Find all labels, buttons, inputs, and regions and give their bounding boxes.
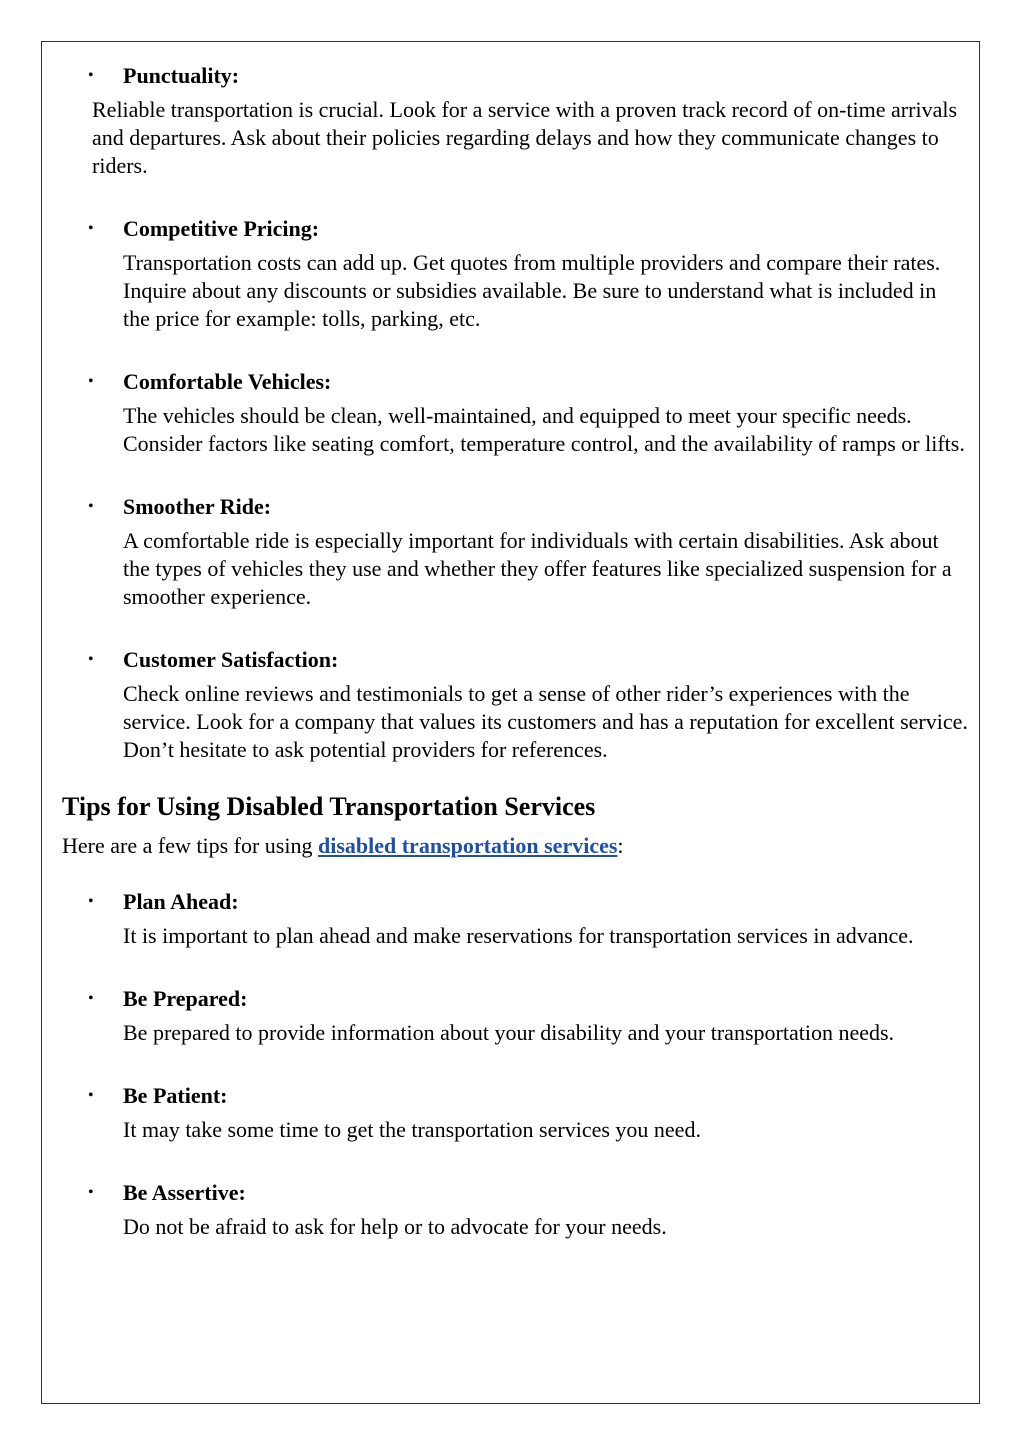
list-item	[0, 888, 1023, 950]
section-heading: Tips for Using Disabled Transportation Services	[62, 792, 596, 821]
intro-suffix: :	[617, 833, 624, 858]
criteria-list	[0, 62, 1023, 799]
list-item	[0, 62, 1023, 180]
intro-prefix: Here are a few tips for using	[62, 833, 318, 858]
list-item-body: Check online reviews and testimonials to get a sense of other rider’s experiences with the service. Look for a company that values its customers and has a reputation for excellent service. Don’t hesitate to ask potential providers for references.	[123, 681, 968, 762]
list-item-body: It is important to plan ahead and make reservations for transportation services in advance.	[123, 923, 914, 948]
bullet-icon: •	[88, 373, 94, 390]
list-item-title: Customer Satisfaction:	[123, 647, 339, 672]
list-item-body: The vehicles should be clean, well-maintained, and equipped to meet your specific needs. Consider factors like seating comfort, temperature control, and the availability of ramps or lifts.	[123, 403, 965, 456]
list-item-title: Plan Ahead:	[123, 889, 239, 914]
list-item-title: Punctuality:	[123, 63, 240, 88]
list-item-body: A comfortable ride is especially important for individuals with certain disabilities. Ask about the types of vehicles they use and whether they offer features like specialized suspension for a smoother experience.	[123, 528, 952, 609]
list-item	[0, 215, 1023, 333]
list-item-body: Reliable transportation is crucial. Look for a service with a proven track record of on-time arrivals and departures. Ask about their policies regarding delays and how they communicate changes to riders.	[92, 97, 958, 178]
list-item-title: Be Patient:	[123, 1083, 228, 1108]
bullet-icon: •	[88, 67, 94, 84]
list-item-title: Be Prepared:	[123, 986, 248, 1011]
list-item	[0, 493, 1023, 611]
list-item-title: Smoother Ride:	[123, 494, 272, 519]
list-item-body: Be prepared to provide information about your disability and your transportation needs.	[123, 1020, 895, 1045]
bullet-icon: •	[88, 651, 94, 668]
section-intro	[62, 832, 624, 860]
bullet-icon: •	[88, 1087, 94, 1104]
list-item	[0, 1179, 1023, 1241]
list-item	[0, 985, 1023, 1047]
list-item	[0, 646, 1023, 764]
bullet-icon: •	[88, 893, 94, 910]
list-item	[0, 368, 1023, 458]
bullet-icon: •	[88, 220, 94, 237]
list-item-title: Comfortable Vehicles:	[123, 369, 332, 394]
bullet-icon: •	[88, 1184, 94, 1201]
list-item-body: Transportation costs can add up. Get quotes from multiple providers and compare their rates. Inquire about any discounts or subsidies available. Be sure to understand what is included in the price for example: tolls, parking, etc.	[123, 250, 941, 331]
bullet-icon: •	[88, 990, 94, 1007]
bullet-icon: •	[88, 498, 94, 515]
list-item-body: It may take some time to get the transportation services you need.	[123, 1117, 701, 1142]
tips-list	[0, 888, 1023, 1276]
disabled-transportation-services-link[interactable]: disabled transportation services	[317, 833, 618, 858]
list-item-title: Be Assertive:	[123, 1180, 246, 1205]
list-item	[0, 1082, 1023, 1144]
list-item-body: Do not be afraid to ask for help or to advocate for your needs.	[123, 1214, 667, 1239]
list-item-title: Competitive Pricing:	[123, 216, 320, 241]
